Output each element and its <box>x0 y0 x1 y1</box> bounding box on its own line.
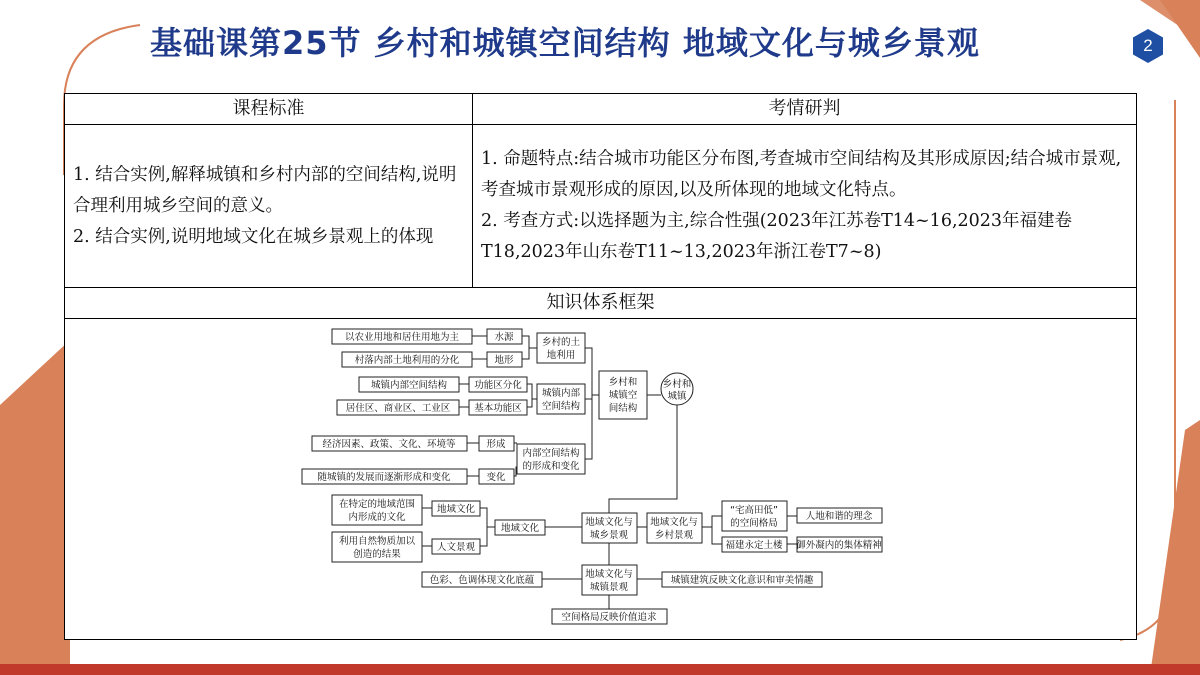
mindmap-node: 变化 <box>486 472 506 483</box>
knowledge-mindmap <box>297 327 907 633</box>
mindmap-node: 城镇 <box>667 391 687 402</box>
page-number: 2 <box>1143 36 1153 55</box>
framework-cell <box>65 319 1137 640</box>
mindmap-node: 地域文化 <box>436 504 476 515</box>
mindmap-node: 经济因素、政策、文化、环境等 <box>322 439 456 450</box>
page-number-badge <box>1130 28 1166 64</box>
mindmap-node: 随城镇的发展而逐渐形成和变化 <box>317 472 451 483</box>
mindmap-node: 利用自然物质加以 <box>338 536 416 547</box>
mindmap-node: 城镇建筑反映文化意识和审美情趣 <box>670 575 814 586</box>
mindmap-node: 水源 <box>494 332 514 343</box>
analysis-item: 1. 命题特点:结合城市功能区分布图,考查城市空间结构及其形成原因;结合城市景观,考查城市景观形成的原因,以及所体现的地域文化特点。 <box>481 149 1122 200</box>
mindmap-node: 地域文化与 <box>650 517 698 528</box>
standard-item: 2. 结合实例,说明地域文化在城乡景观上的体现 <box>73 226 434 247</box>
mindmap-node: 形成 <box>486 439 506 450</box>
analysis-item: 2. 考查方式:以选择题为主,综合性强(2023年江苏卷T14~16,2023年福建卷T18,2023年山东卷T11~13,2023年浙江卷T7~8) <box>481 211 1073 262</box>
mindmap-node: 地域文化 <box>500 523 540 534</box>
mindmap-node: 城镇内部空间结构 <box>370 380 448 391</box>
mindmap-node: 城乡景观 <box>589 530 629 541</box>
mindmap-node: 地形 <box>494 355 514 366</box>
mindmap-node: 城镇内部 <box>541 388 581 399</box>
standard-item: 1. 结合实例,解释城镇和乡村内部的空间结构,说明合理利用城乡空间的意义。 <box>73 164 457 216</box>
mindmap-node: 人文景观 <box>436 542 476 553</box>
mindmap-node: 乡村景观 <box>654 530 694 541</box>
mindmap-node: 创造的结果 <box>353 549 401 560</box>
mindmap-node: 在特定的地域范围 <box>338 499 416 510</box>
mindmap-node: 间结构 <box>608 403 638 414</box>
col-header-analysis: 考情研判 <box>473 94 1137 125</box>
mindmap-node: 内部空间结构 <box>522 448 580 459</box>
mindmap-node: 乡村和 <box>608 377 638 388</box>
mindmap-node: 内形成的文化 <box>348 512 406 523</box>
mindmap-node: 色彩、色调体现文化底蕴 <box>429 575 535 586</box>
mindmap-node: 空间结构 <box>541 401 581 412</box>
mindmap-node: 居住区、商业区、工业区 <box>345 403 451 414</box>
course-table <box>64 93 1137 640</box>
mindmap-node: 御外凝内的集体精神 <box>796 540 882 551</box>
mindmap-node: 人地和谐的理念 <box>805 511 873 522</box>
mindmap-node: 城镇空 <box>608 390 638 401</box>
analysis-cell <box>473 125 1137 288</box>
mindmap-node: 福建永定土楼 <box>725 540 783 551</box>
mindmap-node: 功能区分化 <box>474 380 522 391</box>
mindmap-node: “宅高田低” <box>730 505 778 516</box>
mindmap-node: 基本功能区 <box>474 403 522 414</box>
mindmap-node: 城镇景观 <box>589 582 629 593</box>
mindmap-node: 村落内部土地利用的分化 <box>354 355 460 366</box>
mindmap-node: 乡村的土 <box>541 337 581 348</box>
mindmap-node: 的空间格局 <box>730 518 778 529</box>
mindmap-node: 地域文化与 <box>585 569 633 580</box>
col-header-standards: 课程标准 <box>65 94 473 125</box>
framework-header: 知识体系框架 <box>65 288 1137 319</box>
slide-title: 基础课第25节 乡村和城镇空间结构 地域文化与城乡景观 <box>150 24 980 62</box>
mindmap-node: 地域文化与 <box>585 517 633 528</box>
mindmap-node: 的形成和变化 <box>522 461 580 472</box>
mindmap-node: 地利用 <box>546 350 576 361</box>
mindmap-node: 以农业用地和居住用地为主 <box>344 332 460 343</box>
mindmap-node: 空间格局反映价值追求 <box>561 612 657 623</box>
mindmap-node: 乡村和 <box>662 379 692 390</box>
standards-cell <box>65 125 473 288</box>
